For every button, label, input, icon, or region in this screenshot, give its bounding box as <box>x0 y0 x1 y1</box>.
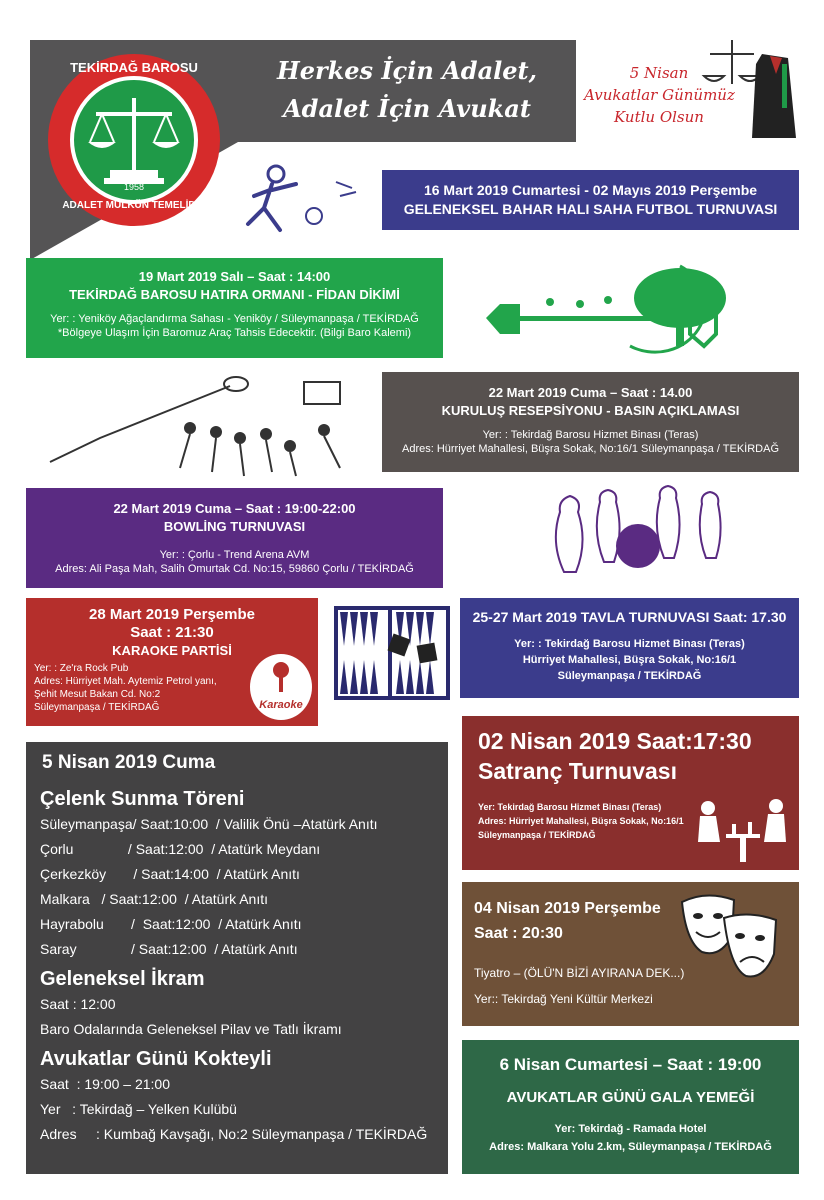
chess-address-1: Adres: Hürriyet Mahallesi, Büşra Sokak, No:16/1 <box>478 816 684 826</box>
chess-title: Satranç Turnuvası <box>478 758 677 784</box>
wreath-schedule-row: Süleymanpaşa/ Saat:10:00 / Valilik Önü –Atatürk Anıtı <box>40 816 378 832</box>
reception-date: 22 Mart 2019 Cuma – Saat : 14.00 <box>488 385 693 400</box>
backgammon-title: 25-27 Mart 2019 TAVLA TURNUVASI Saat: 17.30 <box>472 609 787 625</box>
event-lawyers-day <box>26 742 448 1174</box>
slogan-line-1: Herkes İçin Adalet, <box>277 56 537 85</box>
wreath-schedule-row: Hayrabolu / Saat:12:00 / Atatürk Anıtı <box>40 916 302 932</box>
microphones-icon <box>40 372 370 482</box>
tree-planting-icon <box>480 256 750 356</box>
slogan-band <box>238 40 576 142</box>
gala-title: AVUKATLAR GÜNÜ GALA YEMEĞİ <box>506 1089 755 1106</box>
treat-details <box>40 992 448 1042</box>
karaoke-address-1: Adres: Hürriyet Mah. Aytemiz Petrol yanı, <box>34 676 217 687</box>
sapling-date: 19 Mart 2019 Salı – Saat : 14:00 <box>138 269 331 284</box>
greeting-line-2: Avukatlar Günümüz <box>584 86 735 104</box>
wreath-schedule <box>40 812 448 962</box>
event-reception <box>382 372 799 472</box>
treat-detail-row: Baro Odalarında Geleneksel Pilav ve Tatlı İkramı <box>40 1021 342 1037</box>
cocktail-title: Avukatlar Günü Kokteyli <box>40 1048 272 1070</box>
karaoke-location: Yer: : Ze'ra Rock Pub <box>34 663 129 674</box>
sapling-title: TEKİRDAĞ BAROSU HATIRA ORMANI - FİDAN DİKİMİ <box>69 287 400 302</box>
seal-bottom-text: ADALET MÜLKÜN TEMELİDİR <box>62 200 206 211</box>
sapling-location: Yer: : Yeniköy Ağaçlandırma Sahası - Yeniköy / Süleymanpaşa / TEKİRDAĞ <box>50 313 419 325</box>
lawyer-robe-icon <box>700 34 800 144</box>
reception-location: Yer: : Tekirdağ Barosu Hizmet Binası (Teras) <box>482 429 699 441</box>
reception-address: Adres: Hürriyet Mahallesi, Büşra Sokak, No:16/1 Süleymanpaşa / TEKİRDAĞ <box>401 443 779 455</box>
backgammon-address-2: Süleymanpaşa / TEKİRDAĞ <box>557 670 702 682</box>
greeting-line-3: Kutlu Olsun <box>614 108 704 126</box>
bowling-pins-icon <box>520 482 730 582</box>
event-gala <box>462 1040 799 1174</box>
football-title: GELENEKSEL BAHAR HALI SAHA FUTBOL TURNUVASI <box>403 201 778 217</box>
theatre-title: Tiyatro – (ÖLÜ'N BİZİ AYIRANA DEK...) <box>474 966 685 980</box>
karaoke-badge <box>250 654 312 720</box>
cocktail-details <box>40 1072 448 1147</box>
karaoke-date: 28 Mart 2019 Perşembe <box>89 606 255 623</box>
treat-detail-row: Saat : 12:00 <box>40 996 116 1012</box>
event-football <box>382 170 799 230</box>
event-bowling <box>26 488 443 588</box>
event-sapling <box>26 258 443 358</box>
bowling-date: 22 Mart 2019 Cuma – Saat : 19:00-22:00 <box>113 501 356 516</box>
seal-top-text: TEKİRDAĞ BAROSU <box>70 60 198 75</box>
karaoke-time: Saat : 21:30 <box>130 624 214 641</box>
slogan-line-2: Adalet İçin Avukat <box>283 94 531 123</box>
wreath-schedule-row: Çorlu / Saat:12:00 / Atatürk Meydanı <box>40 841 321 857</box>
karaoke-address-2: Şehit Mesut Bakan Cd. No:2 <box>34 689 161 700</box>
bowling-title: BOWLİNG TURNUVASI <box>163 519 306 534</box>
backgammon-board-icon <box>334 606 450 700</box>
wreath-schedule-row: Malkara / Saat:12:00 / Atatürk Anıtı <box>40 891 269 907</box>
chess-date: 02 Nisan 2019 Saat:17:30 <box>478 728 752 754</box>
seal-year: 1958 <box>123 182 145 192</box>
wreath-title: Çelenk Sunma Töreni <box>40 788 245 810</box>
reception-title: KURULUŞ RESEPSİYONU - BASIN AÇIKLAMASI <box>441 403 740 418</box>
theatre-date: 04 Nisan 2019 Perşembe <box>474 900 661 917</box>
gala-location: Yer: Tekirdağ - Ramada Hotel <box>554 1123 707 1135</box>
chess-address-2: Süleymanpaşa / TEKİRDAĞ <box>478 830 596 840</box>
cocktail-detail-row: Adres : Kumbağ Kavşağı, No:2 Süleymanpaşa / TEKİRDAĞ <box>40 1126 428 1142</box>
event-backgammon <box>460 598 799 698</box>
cocktail-detail-row: Saat : 19:00 – 21:00 <box>40 1076 170 1092</box>
karaoke-badge-text: Karaoke <box>259 699 303 711</box>
bowling-location: Yer: : Çorlu - Trend Arena AVM <box>159 549 310 561</box>
karaoke-address-3: Süleymanpaşa / TEKİRDAĞ <box>34 702 160 713</box>
cocktail-detail-row: Yer : Tekirdağ – Yelken Kulübü <box>40 1101 237 1117</box>
football-date: 16 Mart 2019 Cumartesi - 02 Mayıs 2019 Perşembe <box>423 182 758 198</box>
bowling-address: Adres: Ali Paşa Mah, Salih Omurtak Cd. No:15, 59860 Çorlu / TEKİRDAĞ <box>55 563 414 575</box>
wreath-schedule-row: Saray / Saat:12:00 / Atatürk Anıtı <box>40 941 298 957</box>
chess-location: Yer: Tekirdağ Barosu Hizmet Binası (Teras) <box>478 802 662 812</box>
theatre-location: Yer:: Tekirdağ Yeni Kültür Merkezi <box>474 992 653 1006</box>
backgammon-address-1: Hürriyet Mahallesi, Büşra Sokak, No:16/1 <box>522 654 737 666</box>
wreath-schedule-row: Çerkezköy / Saat:14:00 / Atatürk Anıtı <box>40 866 300 882</box>
microphone-icon <box>250 654 312 694</box>
backgammon-location: Yer: : Tekirdağ Barosu Hizmet Binası (Teras) <box>514 638 745 650</box>
lawyers-day-date: 5 Nisan 2019 Cuma <box>42 752 216 773</box>
theatre-masks-icon <box>676 888 784 992</box>
chess-players-icon <box>690 794 794 866</box>
gala-date: 6 Nisan Cumartesi – Saat : 19:00 <box>499 1055 762 1074</box>
gala-address: Adres: Malkara Yolu 2.km, Süleymanpaşa / TEKİRDAĞ <box>489 1141 772 1153</box>
karaoke-title: KARAOKE PARTİSİ <box>112 643 232 658</box>
treat-title: Geleneksel İkram <box>40 968 205 990</box>
football-player-icon <box>236 160 366 244</box>
theatre-time: Saat : 20:30 <box>474 925 563 942</box>
sapling-note: *Bölgeye Ulaşım İçin Baromuz Araç Tahsis Edecektir. (Bilgi Baro Kalemi) <box>57 327 412 339</box>
greeting-line-1: 5 Nisan <box>629 64 689 82</box>
